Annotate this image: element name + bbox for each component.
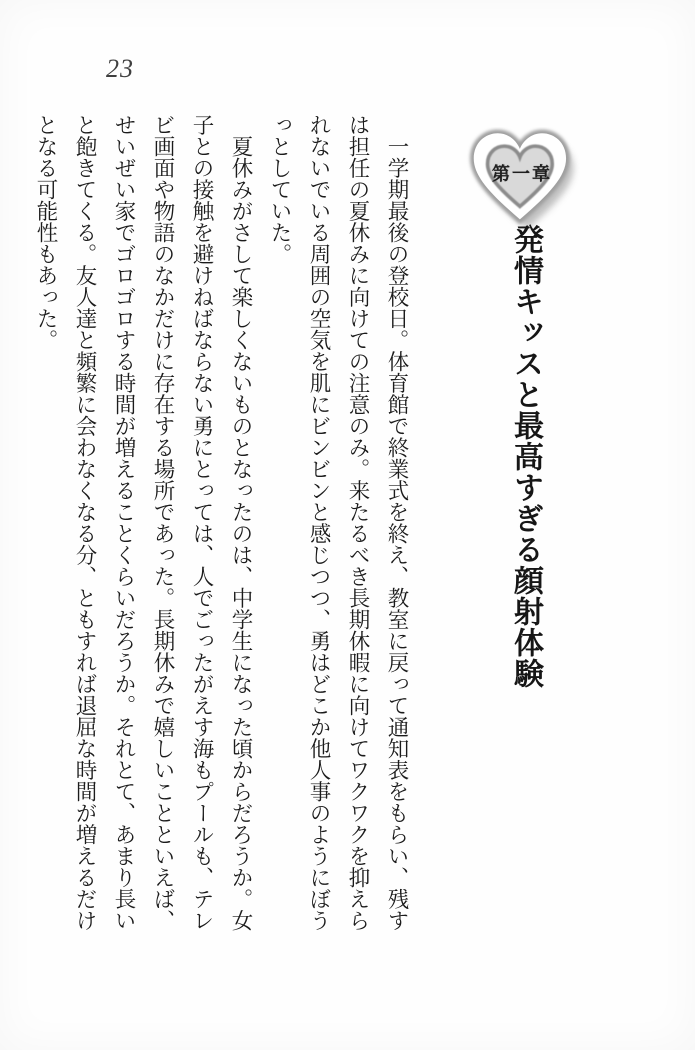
text-column: 一学期最後の登校日。体育館で終業式を終え、教室に戻って通知表をもらい、残す xyxy=(385,114,409,931)
text-column: 子との接触を避けねばならない勇にとっては、人でごったがえす海もプールも、テレ xyxy=(190,114,214,931)
body-text xyxy=(24,114,416,944)
page-number: 23 xyxy=(106,54,134,83)
text-column: せいぜい家でゴロゴロする時間が増えることくらいだろうか。それとて、あまり長い xyxy=(112,114,136,931)
text-column: っとしていた。 xyxy=(268,114,292,265)
text-column: は担任の夏休みに向けての注意のみ。来たるべき長期休暇に向けてワクワクを抑えら xyxy=(346,114,370,931)
text-column: と飽きてくる。友人達と頻繁に会わなくなる分、ともすれば退屈な時間が増えるだけ xyxy=(73,114,97,931)
text-column: れないでいる周囲の空気を肌にビンビンと感じつつ、勇はどこか他人事のようにぼう xyxy=(307,114,331,931)
text-column: 夏休みがさして楽しくないものとなったのは、中学生になった頃からだろうか。女 xyxy=(229,114,253,931)
chapter-number-label: 第一章 xyxy=(492,164,552,184)
text-column: ビ画面や物語のなかだけに存在する場所であった。長期休みで嬉しいことといえば、 xyxy=(151,114,175,931)
text-column: となる可能性もあった。 xyxy=(34,114,58,351)
chapter-title: 発情キッスと最高すぎる顔射体験 xyxy=(509,224,542,689)
